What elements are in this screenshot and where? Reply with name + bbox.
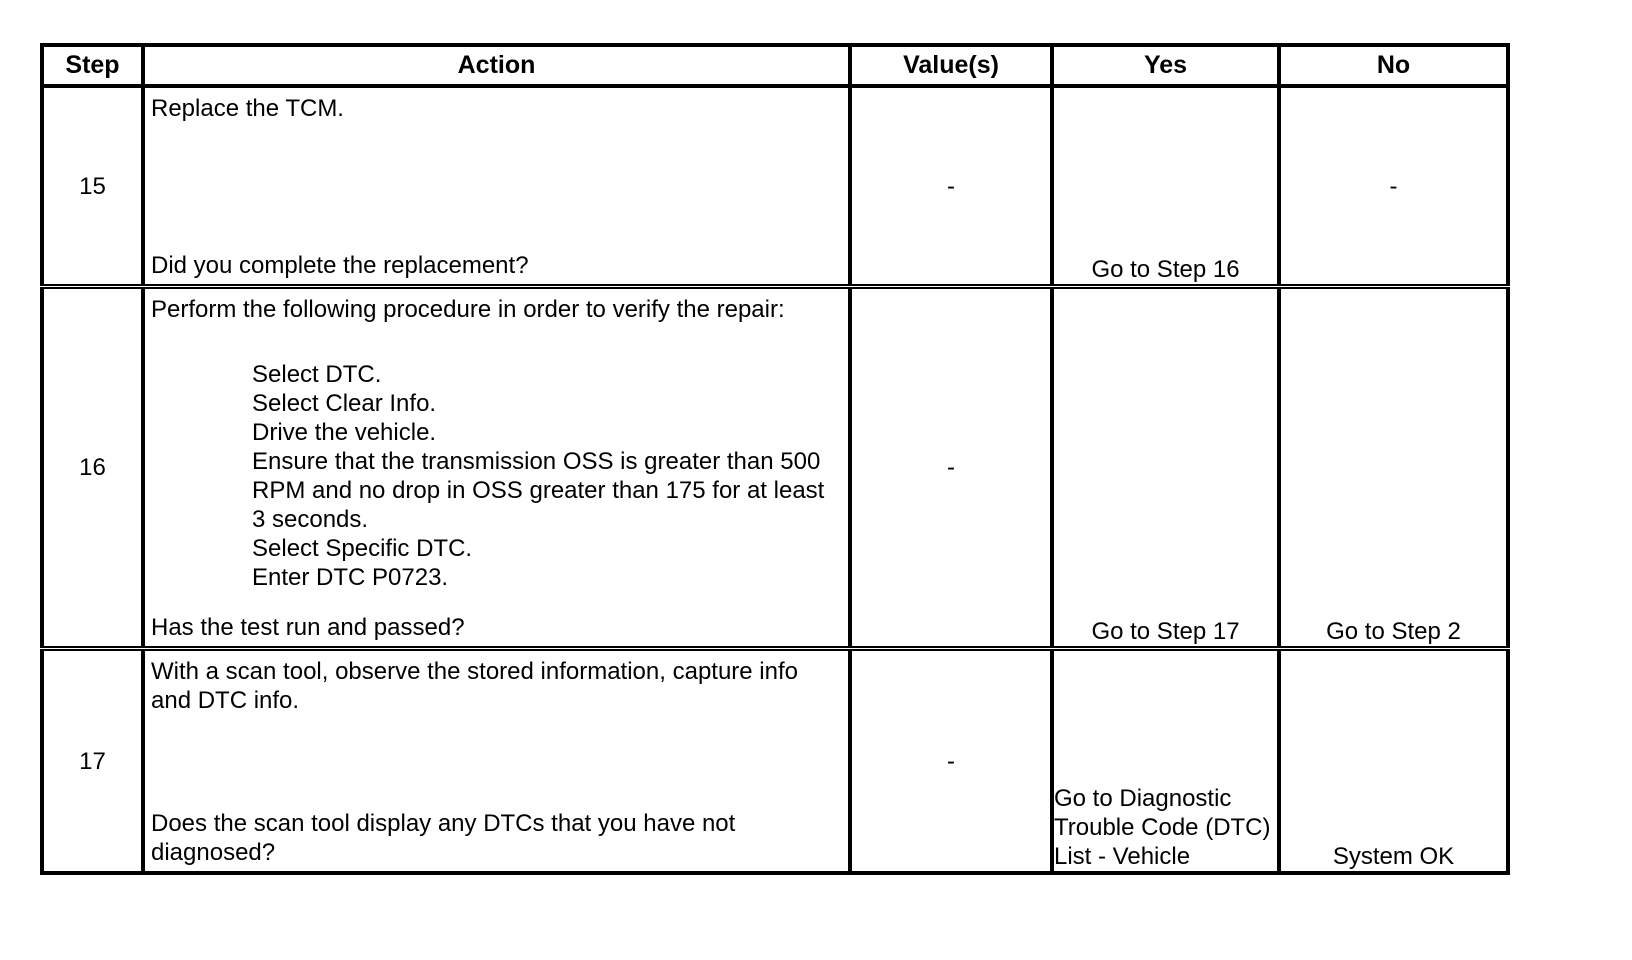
action-cell — [143, 86, 850, 287]
header-values: Value(s) — [850, 45, 1052, 86]
procedure-step: Select DTC. — [252, 361, 382, 388]
action-intro: Replace the TCM. — [151, 95, 344, 122]
procedure-step: Select Clear Info. — [252, 390, 437, 417]
no-cell: Go to Step 2 — [1279, 287, 1508, 649]
action-cell — [143, 287, 850, 649]
header-no: No — [1279, 45, 1508, 86]
header-row — [42, 45, 1508, 86]
header-step: Step — [42, 45, 143, 86]
procedure-list — [151, 360, 842, 592]
value-cell: - — [850, 287, 1052, 649]
action-question: Has the test run and passed? — [151, 614, 465, 641]
procedure-step: Ensure that the transmission OSS is greater than 500 RPM and no drop in OSS greater than 175 for at least 3 seconds. — [252, 448, 825, 533]
yes-cell: Go to Step 17 — [1052, 287, 1279, 649]
header-action: Action — [143, 45, 850, 86]
action-cell — [143, 649, 850, 874]
value-cell: - — [850, 86, 1052, 287]
action-intro: With a scan tool, observe the stored information, capture info and DTC info. — [151, 658, 799, 714]
yes-cell: Go to Diagnostic Trouble Code (DTC) List - Vehicle — [1052, 649, 1279, 874]
procedure-step: Enter DTC P0723. — [252, 564, 449, 591]
procedure-step: Drive the vehicle. — [252, 419, 437, 446]
step-number: 16 — [42, 287, 143, 649]
action-question: Did you complete the replacement? — [151, 252, 529, 279]
table-row-step-15 — [42, 86, 1508, 287]
value-cell: - — [850, 649, 1052, 874]
no-cell: System OK — [1279, 649, 1508, 874]
step-number: 15 — [42, 86, 143, 287]
action-question: Does the scan tool display any DTCs that you have not diagnosed? — [151, 810, 736, 866]
no-cell: - — [1279, 86, 1508, 287]
action-intro: Perform the following procedure in order to verify the repair: — [151, 296, 785, 323]
table-row-step-16 — [42, 287, 1508, 649]
diagnostic-table — [40, 43, 1510, 875]
table-row-step-17 — [42, 649, 1508, 874]
yes-cell: Go to Step 16 — [1052, 86, 1279, 287]
procedure-step: Select Specific DTC. — [252, 535, 473, 562]
step-number: 17 — [42, 649, 143, 874]
header-yes: Yes — [1052, 45, 1279, 86]
